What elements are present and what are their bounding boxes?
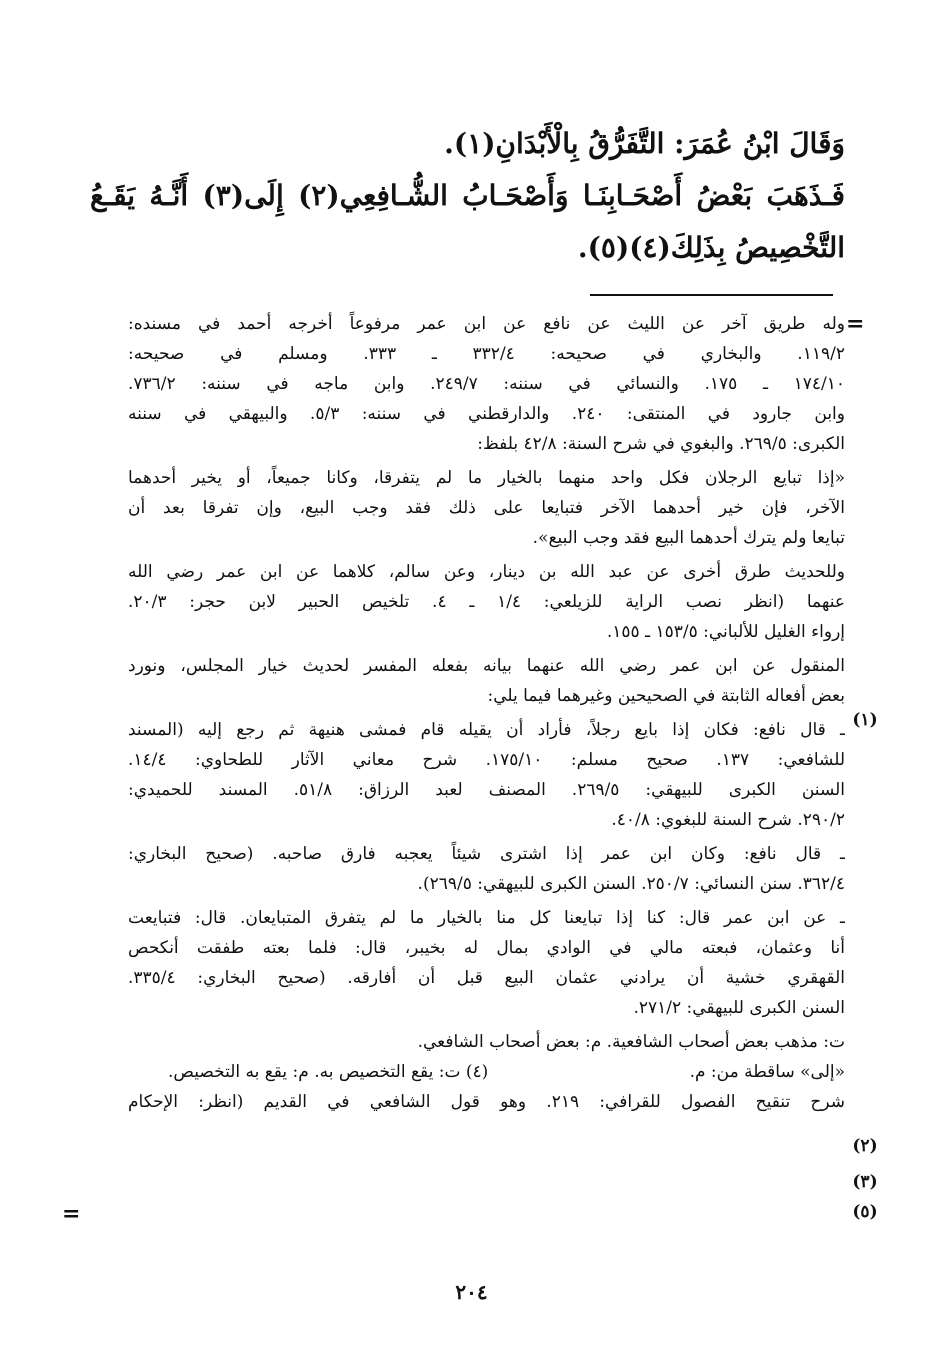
- footnote-4-group: [128, 1057, 488, 1087]
- footnote-1-line: السنن الكبرى للبيهقي: ٢٦٩/٥. المصنف لعبد الرزاق: ٥١/٨. المسند للحميدي:: [128, 780, 845, 800]
- footnote-1-label: (١): [852, 710, 878, 730]
- footnote-1-line: أنا وعثمان، فبعته مالي في الوادي بمال له بخيبر، قال: فلما بعته طفقت أنكحص: [128, 938, 845, 958]
- continued-note-line: وله طريق آخر عن الليث عن نافع عن ابن عمر مرفوعاً أخرجه أحمد في مسنده:: [128, 314, 845, 334]
- continued-note-line: وللحديث طرق أخرى عن عبد الله بن دينار، وعن سالم، كلاهما عن ابن عمر رضي الله: [128, 562, 845, 582]
- footnote-1-line: ـ قال نافع: وكان ابن عمر إذا اشترى شيئاً يعجبه فارق صاحبه. (صحيح البخاري:: [128, 844, 845, 864]
- footnotes-area: [128, 309, 845, 1117]
- footnote-4-label: (٤): [465, 1062, 489, 1082]
- main-text-line-2: فَـذَهَبَ بَعْضُ أَصْحَـابِنَـا وَأَصْحَـابُ الشُّـافِعِي(٢) إِلَى(٣) أَنَّـهُ يَقَـعُ: [90, 179, 845, 212]
- continued-note-line: «إذا تبايع الرجلان فكل واحد منهما بالخيار ما لم يتفرقا، وكانا جميعاً، أو يخير أحدهما: [128, 468, 845, 488]
- footnote-1-line: ـ قال نافع: فكان إذا بايع رجلاً، فأراد أن يقيله قام فمشى هنيهة ثم رجع إليه (المسند: [128, 720, 845, 740]
- footnote-3-label: (٣): [852, 1172, 878, 1192]
- continued-note-line: ١٧٤/١٠ ـ ١٧٥. والنسائي في سننه: ٢٤٩/٧. وابن ماجه في سننه: ٧٣٦/٢.: [128, 374, 845, 394]
- continued-note-line: ١١٩/٢. والبخاري في صحيحه: ٣٣٢/٤ ـ ٣٣٣. ومسلم في صحيحه:: [128, 344, 845, 364]
- continued-note-line: إرواء الغليل للألباني: ١٥٣/٥ ـ ١٥٥.: [606, 622, 845, 642]
- footnote-1-line: ٢٩٠/٢. شرح السنة للبغوي: ٤٠/٨.: [611, 810, 845, 830]
- main-text-line-3: التَّخْصِيصُ بِذَلِكَ(٤)(٥).: [577, 231, 845, 264]
- footnote-1-line: بعض أفعاله الثابتة في الصحيحين وغيرهما فيما يلي:: [487, 686, 845, 706]
- footnote-separator: [590, 294, 833, 296]
- continued-note-line: الكبرى: ٢٦٩/٥. والبغوي في شرح السنة: ٤٢/٨ بلفظ:: [477, 434, 845, 454]
- footnote-1-line: للشافعي: ١٣٧. صحيح مسلم: ١٧٥/١٠. شرح معاني الآثار للطحاوي: ١٤/٤.: [128, 750, 845, 770]
- footnote-5-text: شرح تنقيح الفصول للقرافي: ٢١٩. وهو قول الشافعي في القديم (انظر: الإحكام: [128, 1092, 845, 1112]
- footnote-4-text: ت: يقع التخصيص به. م: يقع به التخصيص.: [168, 1062, 461, 1082]
- footnote-1: [128, 651, 845, 1023]
- continued-note: [128, 309, 845, 647]
- footnote-5-label: (٥): [852, 1202, 878, 1222]
- footnote-2-label: (٢): [852, 1136, 878, 1156]
- footnote-2-text: ت: مذهب بعض أصحاب الشافعية. م: بعض أصحاب الشافعي.: [417, 1032, 845, 1052]
- continued-note-line: تبايعا ولم يترك أحدهما البيع فقد وجب البيع».: [532, 528, 845, 548]
- continued-note-line: وابن جارود في المنتقى: ٢٤٠. والدارقطني في سننه: ٥/٣. والبيهقي في سننه: [128, 404, 845, 424]
- footnote-1-line: السنن الكبرى للبيهقي: ٢٧١/٢.: [633, 998, 845, 1018]
- page-number: ٢٠٤: [455, 1280, 488, 1304]
- continuation-marker-top: =: [846, 311, 865, 337]
- continued-note-line: عنهما (انظر نصب الراية للزيلعي: ١/٤ ـ ٤. تلخيص الحبير لابن حجر: ٢٠/٣.: [128, 592, 845, 612]
- main-text: [90, 118, 845, 274]
- footnote-1-line: ـ عن ابن عمر قال: كنا إذا تبايعنا كل منا بالخيار ما لم يتفرق المتبايعان. قال: فتبايعت: [128, 908, 845, 928]
- continued-note-line: الآخر، فإن خير أحدهما الآخر فتبايعا على ذلك فقد وجب البيع، وإن تفرقا بعد أن: [128, 498, 845, 518]
- main-text-line-1: وَقَالَ ابْنُ عُمَرَ: التَّفَرُّقُ بِالْأَبْدَانِ(١).: [444, 127, 845, 160]
- continuation-marker-bottom: =: [62, 1201, 81, 1227]
- footnote-1-line: المنقول عن ابن عمر رضي الله عنهما بيانه بفعله المفسر لحديث خيار المجلس، ونورد: [128, 656, 845, 676]
- footnote-1-line: القهقري خشية أن يرادني عثمان البيع قبل أن أفارقه. (صحيح البخاري: ٣٣٥/٤.: [128, 968, 845, 988]
- footnote-3-text: «إلى» ساقطة من: م.: [689, 1062, 845, 1082]
- footnotes-3-4-row: [128, 1057, 845, 1087]
- footnote-1-line: ٣٦٢/٤. سنن النسائي: ٢٥٠/٧. السنن الكبرى للبيهقي: ٢٦٩/٥).: [417, 874, 845, 894]
